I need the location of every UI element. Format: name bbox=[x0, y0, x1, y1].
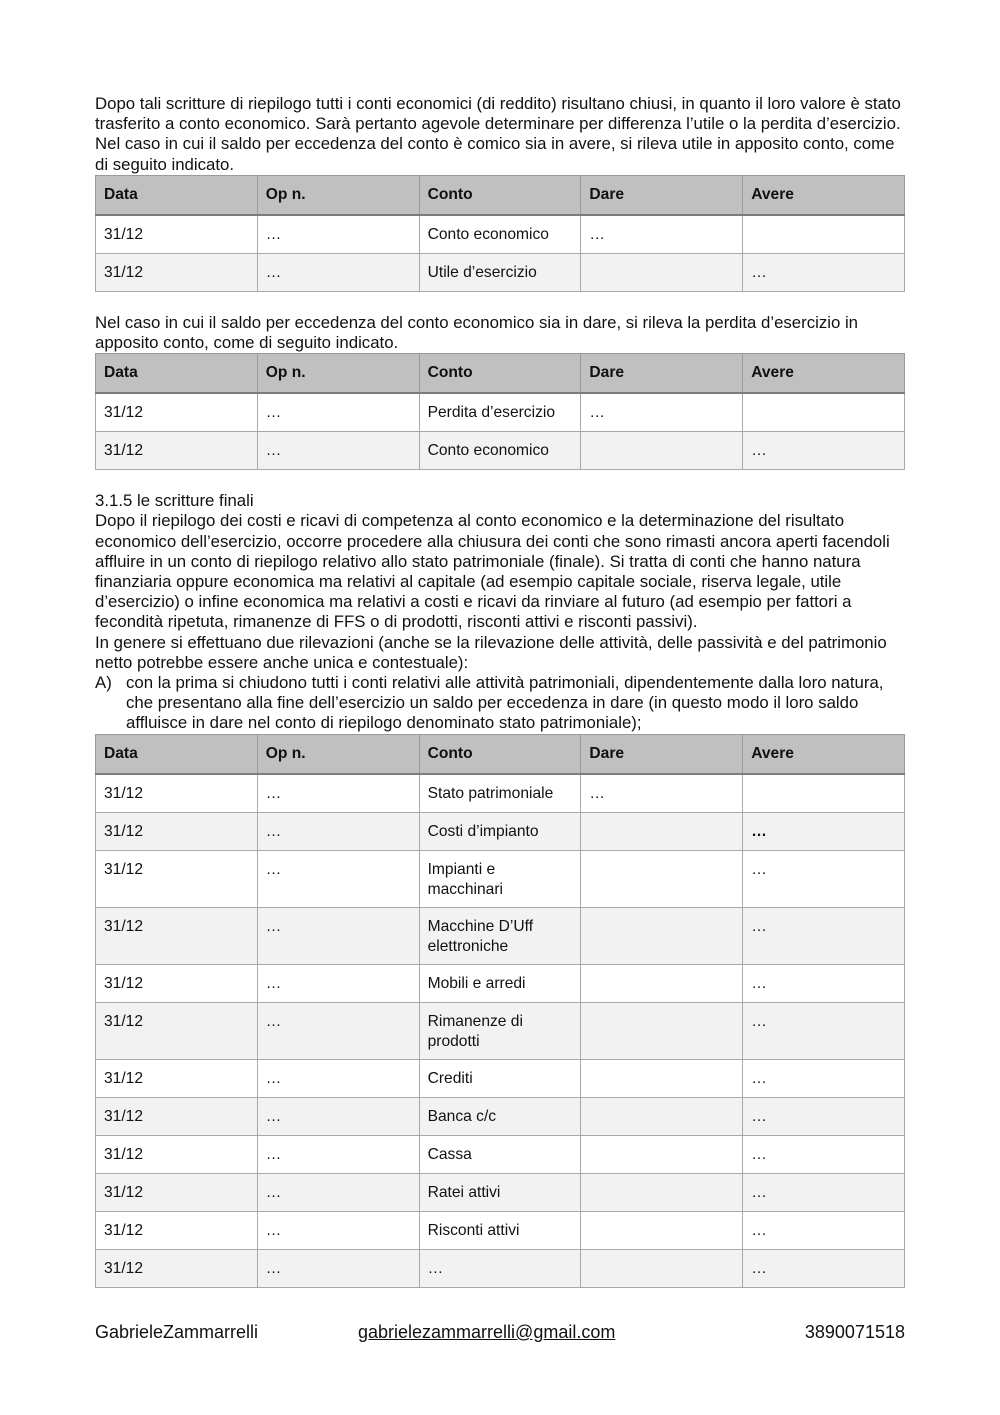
header-data: Data bbox=[96, 175, 258, 215]
cell-op-n: … bbox=[257, 812, 419, 850]
header-conto: Conto bbox=[419, 734, 581, 774]
journal-table-attivita bbox=[95, 734, 905, 1288]
section-paragraph: Dopo il riepilogo dei costi e ricavi di competenza al conto economico e la determinazione del risultato economico dell’esercizio, occorre procedere alla chiusura dei conti che sono rimasti ancora aperti facendoli affluire in un conto di riepilogo relativo allo stato patrimoniale (finale). Si tratta di conti che hanno natura finanziaria oppure economica ma relativi al capitale (ad esempio capitale sociale, riserva legale, utile d’esercizio) o infine economica ma relativi a costi e ricavi da rinviare al futuro (ad esempio per fattori a fecondità ripetuta, rimanenze di FFS o di prodotti, risconti attivi e risconti passivi). bbox=[95, 511, 890, 632]
cell-dare bbox=[581, 1002, 743, 1059]
table-row bbox=[96, 812, 905, 850]
cell-conto: Ratei attivi bbox=[419, 1173, 581, 1211]
cell-op-n: … bbox=[257, 1249, 419, 1287]
cell-op-n: … bbox=[257, 215, 419, 254]
author-name: GabrieleZammarrelli bbox=[95, 1322, 259, 1342]
list-marker: A) bbox=[95, 673, 112, 693]
table-row bbox=[96, 850, 905, 907]
cell-avere: … bbox=[743, 1135, 905, 1173]
perdita-paragraph: Nel caso in cui il saldo per eccedenza del conto economico sia in dare, si rileva la perdita d’esercizio in apposito conto, come di seguito indicato. bbox=[95, 312, 859, 353]
table-row bbox=[96, 1059, 905, 1097]
header-op-n: Op n. bbox=[257, 354, 419, 394]
cell-op-n: … bbox=[257, 907, 419, 964]
cell-data: 31/12 bbox=[96, 1211, 258, 1249]
cell-dare bbox=[581, 850, 743, 907]
cell-dare bbox=[581, 1059, 743, 1097]
cell-data: 31/12 bbox=[96, 1059, 258, 1097]
cell-avere: … bbox=[743, 253, 905, 291]
cell-dare bbox=[581, 1097, 743, 1135]
cell-dare bbox=[581, 1249, 743, 1287]
header-data: Data bbox=[96, 734, 258, 774]
cell-op-n: … bbox=[257, 964, 419, 1002]
cell-data: 31/12 bbox=[96, 774, 258, 813]
cell-conto: Rimanenze di prodotti bbox=[419, 1002, 581, 1059]
header-op-n: Op n. bbox=[257, 734, 419, 774]
cell-data: 31/12 bbox=[96, 1249, 258, 1287]
cell-data: 31/12 bbox=[96, 215, 258, 254]
cell-conto: Impianti e macchinari bbox=[419, 850, 581, 907]
cell-data: 31/12 bbox=[96, 1097, 258, 1135]
cell-avere: … bbox=[743, 1059, 905, 1097]
table-row bbox=[96, 253, 905, 291]
table-row bbox=[96, 964, 905, 1002]
cell-avere: … bbox=[743, 1211, 905, 1249]
cell-op-n: … bbox=[257, 1211, 419, 1249]
journal-table-utile bbox=[95, 175, 905, 292]
cell-dare: … bbox=[581, 774, 743, 813]
cell-op-n: … bbox=[257, 1135, 419, 1173]
table-header-row bbox=[96, 354, 905, 394]
table-header-row bbox=[96, 175, 905, 215]
cell-conto: Conto economico bbox=[419, 432, 581, 470]
header-dare: Dare bbox=[581, 354, 743, 394]
cell-op-n: … bbox=[257, 850, 419, 907]
section-paragraph-2: In genere si effettuano due rilevazioni (anche se la rilevazione delle attività, delle passività e del patrimonio netto potrebbe essere anche unica e contestuale): bbox=[95, 632, 887, 672]
cell-conto: Costi d’impianto bbox=[419, 812, 581, 850]
table-row bbox=[96, 907, 905, 964]
author-phone: 3890071518 bbox=[804, 1322, 905, 1342]
cell-op-n: … bbox=[257, 1173, 419, 1211]
list-text: con la prima si chiudono tutti i conti relativi alle attività patrimoniali, dipendentemente dalla loro natura, che presentano alla fine dell’esercizio un saldo per eccedenza in dare (in questo modo il loro saldo affluisce in dare nel conto di riepilogo denominato stato patrimoniale); bbox=[126, 673, 884, 733]
cell-dare bbox=[581, 432, 743, 470]
cell-dare bbox=[581, 253, 743, 291]
cell-avere: … bbox=[743, 1002, 905, 1059]
table-row bbox=[96, 1135, 905, 1173]
cell-avere bbox=[743, 393, 905, 432]
cell-dare: … bbox=[581, 215, 743, 254]
header-avere: Avere bbox=[743, 734, 905, 774]
cell-conto: Risconti attivi bbox=[419, 1211, 581, 1249]
cell-op-n: … bbox=[257, 393, 419, 432]
cell-dare: … bbox=[581, 393, 743, 432]
cell-op-n: … bbox=[257, 1097, 419, 1135]
cell-data: 31/12 bbox=[96, 1002, 258, 1059]
cell-avere: … bbox=[743, 432, 905, 470]
author-email-link[interactable]: gabrielezammarrelli@gmail.com bbox=[358, 1322, 616, 1342]
table-row bbox=[96, 1249, 905, 1287]
cell-data: 31/12 bbox=[96, 1173, 258, 1211]
cell-conto: Crediti bbox=[419, 1059, 581, 1097]
cell-conto: Perdita d’esercizio bbox=[419, 393, 581, 432]
header-conto: Conto bbox=[419, 175, 581, 215]
header-avere: Avere bbox=[743, 354, 905, 394]
cell-data: 31/12 bbox=[96, 1135, 258, 1173]
table-row bbox=[96, 393, 905, 432]
cell-avere: … bbox=[743, 1173, 905, 1211]
cell-avere: … bbox=[743, 1249, 905, 1287]
page-content bbox=[95, 94, 905, 1288]
intro-paragraph: Dopo tali scritture di riepilogo tutti i conti economici (di reddito) risultano chiusi, in quanto il loro valore è stato trasferito a conto economico. Sarà pertanto agevole determinare per differenza l’utile o la perdita d’esercizio. Nel caso in cui il saldo per eccedenza del conto è comico sia in avere, si rileva utile in apposito conto, come di seguito indicato. bbox=[95, 94, 901, 174]
table-row bbox=[96, 215, 905, 254]
header-dare: Dare bbox=[581, 175, 743, 215]
page-footer bbox=[95, 1320, 905, 1344]
cell-conto: Banca c/c bbox=[419, 1097, 581, 1135]
cell-op-n: … bbox=[257, 432, 419, 470]
table-header-row bbox=[96, 734, 905, 774]
cell-avere bbox=[743, 774, 905, 813]
cell-conto: Conto economico bbox=[419, 215, 581, 254]
cell-avere: … bbox=[743, 850, 905, 907]
cell-avere bbox=[743, 215, 905, 254]
cell-avere: … bbox=[743, 812, 905, 850]
table-row bbox=[96, 1002, 905, 1059]
cell-op-n: … bbox=[257, 1002, 419, 1059]
header-avere: Avere bbox=[743, 175, 905, 215]
cell-data: 31/12 bbox=[96, 253, 258, 291]
cell-dare bbox=[581, 1173, 743, 1211]
header-dare: Dare bbox=[581, 734, 743, 774]
cell-dare bbox=[581, 907, 743, 964]
cell-dare bbox=[581, 964, 743, 1002]
cell-data: 31/12 bbox=[96, 432, 258, 470]
cell-avere: … bbox=[743, 1097, 905, 1135]
section-heading: 3.1.5 le scritture finali bbox=[95, 491, 254, 511]
header-data: Data bbox=[96, 354, 258, 394]
cell-conto: Utile d’esercizio bbox=[419, 253, 581, 291]
header-conto: Conto bbox=[419, 354, 581, 394]
table-row bbox=[96, 774, 905, 813]
cell-data: 31/12 bbox=[96, 964, 258, 1002]
table-row bbox=[96, 1097, 905, 1135]
journal-table-perdita bbox=[95, 353, 905, 470]
cell-avere: … bbox=[743, 907, 905, 964]
cell-avere: … bbox=[743, 964, 905, 1002]
header-op-n: Op n. bbox=[257, 175, 419, 215]
cell-data: 31/12 bbox=[96, 907, 258, 964]
table-row bbox=[96, 1173, 905, 1211]
cell-conto: Cassa bbox=[419, 1135, 581, 1173]
cell-dare bbox=[581, 1211, 743, 1249]
cell-data: 31/12 bbox=[96, 850, 258, 907]
cell-conto: Macchine D’Uff elettroniche bbox=[419, 907, 581, 964]
cell-conto: Stato patrimoniale bbox=[419, 774, 581, 813]
cell-conto: … bbox=[419, 1249, 581, 1287]
cell-op-n: … bbox=[257, 1059, 419, 1097]
list-item-a bbox=[95, 673, 905, 734]
cell-conto: Mobili e arredi bbox=[419, 964, 581, 1002]
cell-op-n: … bbox=[257, 253, 419, 291]
cell-data: 31/12 bbox=[96, 812, 258, 850]
cell-op-n: … bbox=[257, 774, 419, 813]
table-row bbox=[96, 1211, 905, 1249]
table-row bbox=[96, 432, 905, 470]
cell-dare bbox=[581, 1135, 743, 1173]
cell-data: 31/12 bbox=[96, 393, 258, 432]
cell-dare bbox=[581, 812, 743, 850]
